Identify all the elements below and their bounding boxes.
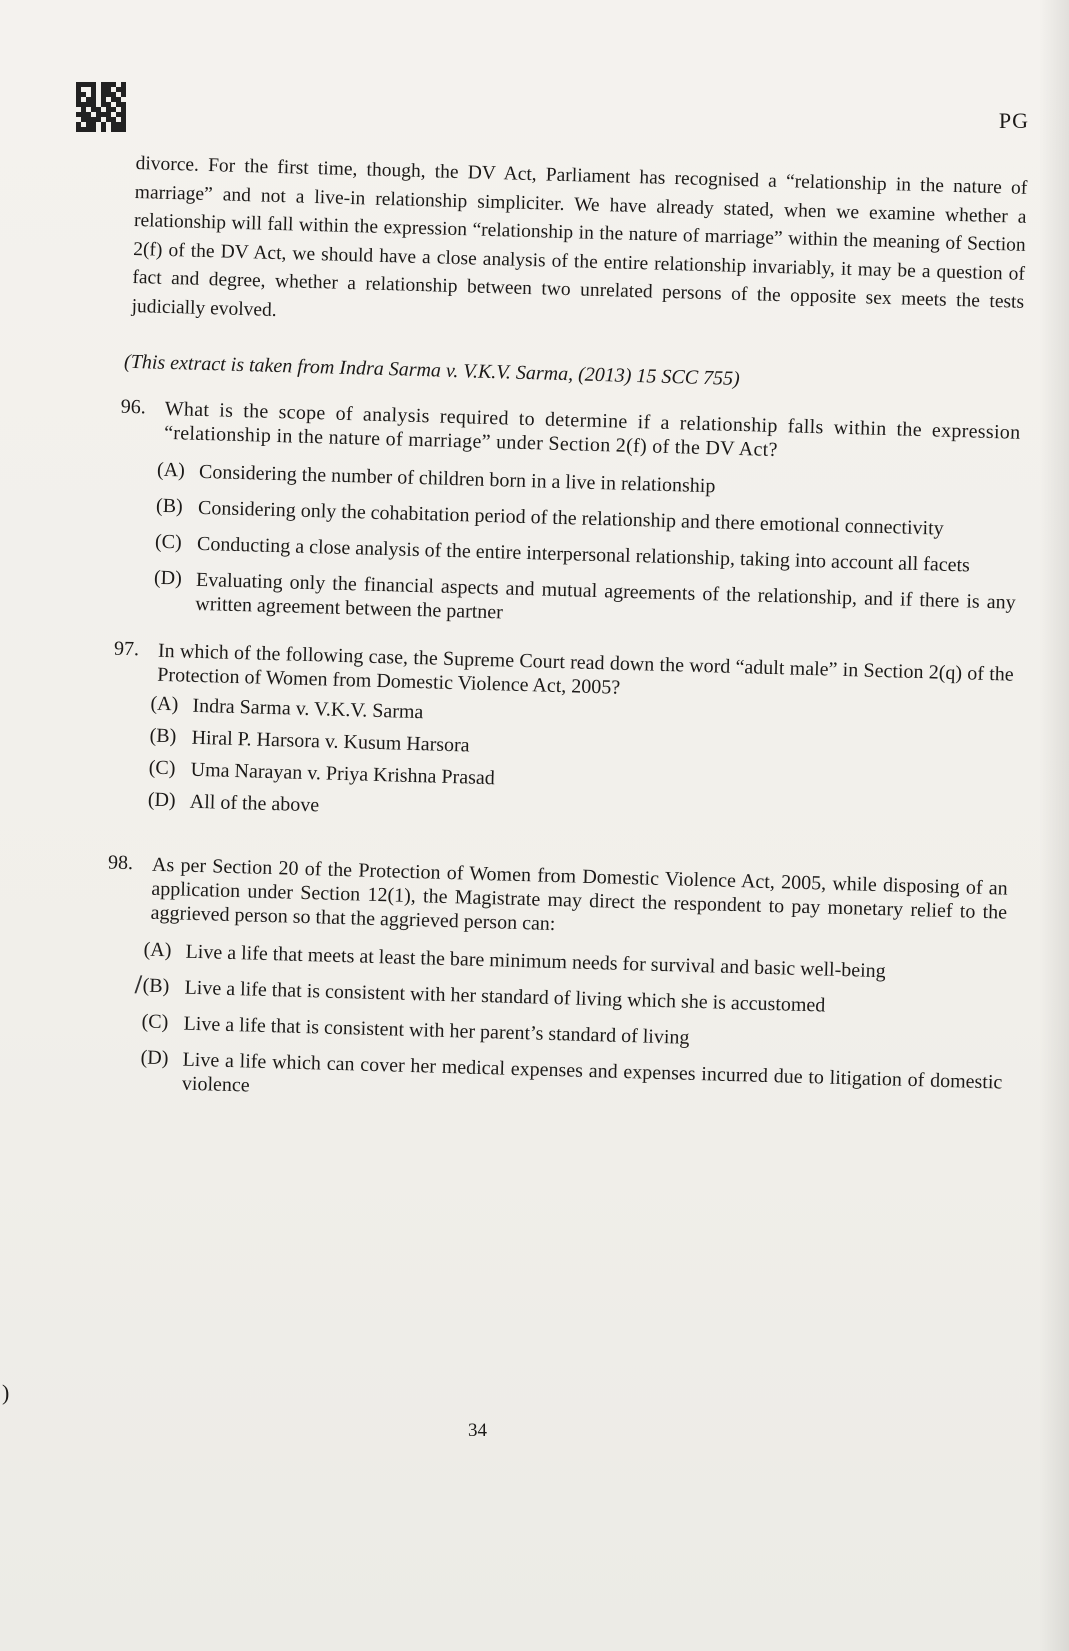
option-d — [123, 566, 1024, 639]
option-text: Conducting a close analysis of the entire interpersonal relationship, taking into account all facets — [196, 532, 971, 577]
option-letter: (A) — [150, 692, 179, 716]
option-text: Considering the number of children born in a live in relationship — [198, 460, 716, 498]
option-text: Indra Sarma v. V.K.V. Sarma — [192, 694, 424, 724]
options-list — [110, 938, 1014, 1119]
question-number: 96. — [120, 395, 147, 419]
question-number: 97. — [113, 637, 140, 661]
question-97 — [113, 637, 1023, 837]
option-text: Considering only the cohabitation period of the relationship and there emotional connectivity — [197, 496, 944, 540]
option-letter: (A) — [156, 458, 186, 482]
option-letter: (B) — [155, 494, 184, 518]
option-letter: (D) — [140, 1046, 169, 1070]
page-number: 34 — [468, 1420, 487, 1441]
question-number: 98. — [107, 851, 134, 875]
page-edge-shadow — [1039, 0, 1069, 1651]
option-letter: (A) — [143, 938, 172, 962]
option-text: Live a life which can cover her medical expenses and expenses incurred due to litigation of domestic violence — [181, 1048, 1003, 1097]
option-d — [110, 1046, 1011, 1119]
option-text: All of the above — [189, 790, 320, 817]
passage-citation: (This extract is taken from Indra Sarma v. V.K.V. Sarma, (2013) 15 SCC 755) — [123, 350, 741, 390]
question-96 — [120, 395, 1029, 639]
pg-label: PG — [998, 108, 1029, 133]
option-letter: (B) — [142, 974, 170, 998]
option-letter: (C) — [148, 756, 176, 780]
option-letter: (C) — [154, 530, 183, 554]
options-list — [118, 692, 1021, 837]
page-content — [109, 150, 1035, 1131]
option-letter: (C) — [141, 1010, 169, 1034]
option-letter: (D) — [147, 788, 176, 812]
pen-mark-icon: / — [134, 972, 143, 998]
option-letter: (D) — [153, 566, 183, 590]
qr-code-icon — [76, 82, 126, 132]
passage-text: divorce. For the first time, though, the DV Act, Parliament has recognised a “relationship in the nature of marriage” and not a live-in relationship simpliciter. We have already stated, when we examine whether a relationship will fall within the expression “relationship in the nature of marriage” within the meaning of Section 2(f) of the DV Act, we should have a close analysis of the entire relationship invariably, it may be a question of fact and degree, whether a relationship between two unrelated persons of the opposite sex meets the tests judicially evolved. — [131, 152, 1028, 321]
question-text: What is the scope of analysis required to determine if a relationship falls within the expression “relationship in the nature of marriage” under Section 2(f) of the DV Act? — [163, 397, 1021, 462]
question-98 — [107, 851, 1016, 1119]
option-text: Uma Narayan v. Priya Krishna Prasad — [190, 758, 496, 790]
question-text: As per Section 20 of the Protection of Women from Domestic Violence Act, 2005, while disposing of an application under Section 12(1), the Magistrate may direct the respondent to pay monetary relief to the aggrieved person so that the aggrieved person can: — [150, 853, 1009, 936]
option-text: Hiral P. Harsora v. Kusum Harsora — [191, 726, 470, 757]
options-list — [123, 458, 1027, 639]
option-text: Live a life that is consistent with her parent’s standard of living — [183, 1012, 690, 1049]
margin-mark: ) — [2, 1380, 10, 1405]
option-text: Live a life that meets at least the bare minimum needs for survival and basic well-being — [185, 940, 886, 983]
option-text: Live a life that is consistent with her standard of living which she is accustomed — [184, 976, 826, 1017]
option-letter: (B) — [149, 724, 177, 748]
question-text: In which of the following case, the Supreme Court read down the word “adult male” in Section 2(q) of the Protection of Women from Domestic Violence Act, 2005? — [157, 639, 1014, 699]
option-text: Evaluating only the financial aspects and mutual agreements of the relationship, and if there is any written agreement between the partner — [195, 568, 1017, 624]
